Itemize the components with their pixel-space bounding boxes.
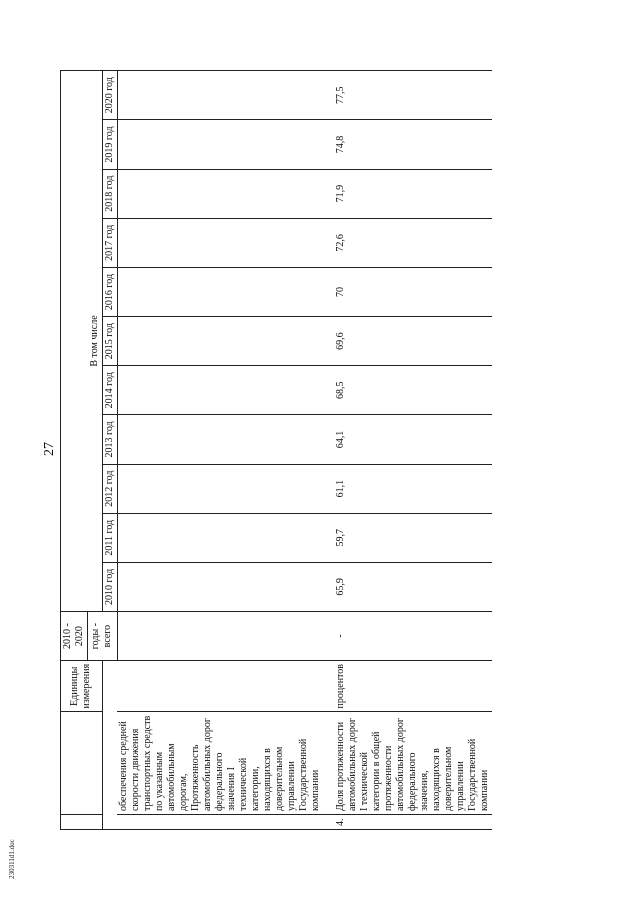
header-year-2016: 2016 год — [102, 267, 117, 316]
header-unit: Единицы измерения — [61, 661, 103, 712]
header-year-2017: 2017 год — [102, 218, 117, 267]
value-2011: 59,7 — [323, 513, 492, 562]
value-2020: 77,5 — [323, 71, 492, 120]
row-unit: процентов — [323, 661, 492, 712]
header-year-2019: 2019 год — [102, 120, 117, 169]
value-2015: 69,6 — [323, 317, 492, 366]
header-year-2013: 2013 год — [102, 415, 117, 464]
row-continuation-text: обеспечения средней скорости движения транспортных средств по указанным автомобильным дорогам, Протяженность автомобильных дорог федерального значения I технической категории, находящихся в доверительном управлении Государственной компании — [117, 712, 323, 815]
header-year-2010: 2010 год — [102, 562, 117, 611]
footer-file-name: 230311d1.doc — [8, 839, 16, 879]
header-spacer-cell — [102, 661, 117, 830]
row-unit — [117, 661, 323, 712]
header-year-2012: 2012 год — [102, 464, 117, 513]
page-number: 27 — [42, 442, 57, 456]
row-number — [117, 815, 323, 830]
header-year-2020: 2020 год — [102, 71, 117, 120]
value-2014: 68,5 — [323, 366, 492, 415]
header-group: В том числе — [88, 71, 103, 612]
row-number: 4. — [323, 815, 492, 830]
indicators-table — [60, 70, 492, 830]
rotated-table-container — [60, 70, 580, 830]
value-2016: 70 — [323, 267, 492, 316]
header-year-2015: 2015 год — [102, 317, 117, 366]
value-2012: 61,1 — [323, 464, 492, 513]
header-number-cell — [61, 815, 103, 830]
header-blank-cell — [61, 71, 88, 612]
row-indicator-name: Доля протяженности автомобильных дорог I технической категории в общей протяженности автомобильных дорог федерального значения, находящихся в доверительном управлении Государственной компании — [323, 712, 492, 815]
header-year-2018: 2018 год — [102, 169, 117, 218]
table-row — [323, 71, 492, 830]
header-year-2011: 2011 год — [102, 513, 117, 562]
value-2010: 65,9 — [323, 562, 492, 611]
header-name-cell — [61, 712, 103, 815]
header-total: годы - всего — [88, 612, 118, 661]
value-2019: 74,8 — [323, 120, 492, 169]
value-2013: 64,1 — [323, 415, 492, 464]
row-total: - — [323, 612, 492, 661]
table-row — [117, 71, 323, 830]
value-2017: 72,6 — [323, 218, 492, 267]
header-year-2014: 2014 год — [102, 366, 117, 415]
value-2018: 71,9 — [323, 169, 492, 218]
row-total — [117, 612, 323, 661]
header-period: 2010 - 2020 — [61, 612, 88, 661]
